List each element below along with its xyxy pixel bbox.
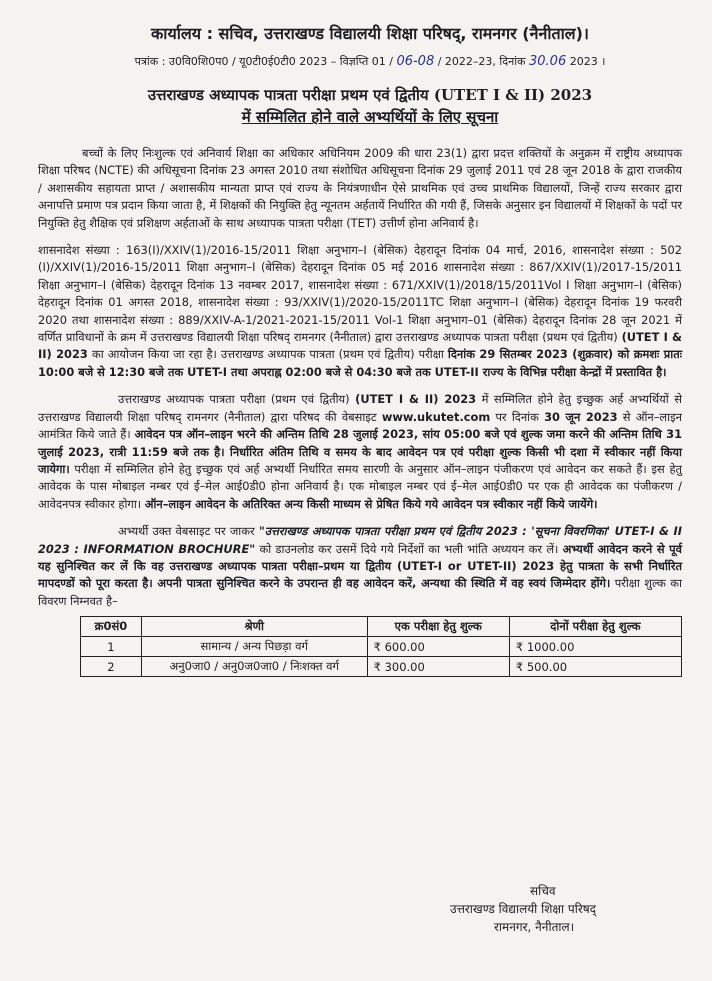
p3-text-g: से ऑन–लाइन आमंत्रित किये जाते हैं। — [38, 409, 682, 442]
row-both-fee: ₹ 1000.00 — [509, 637, 681, 657]
date-suffix: 2023 । — [569, 55, 606, 68]
paragraph-1: बच्चों के लिए निःशुल्क एवं अनिवार्य शिक्षा का अधिकार अधिनियम 2009 की धारा 23(1) द्वारा प्रदत्त शक्तियों के अनुक्रम में राष्ट्रीय अध्यापक शिक्षा परिषद (NCTE) की अधिसूचना दिनांक 23 अगस्त 2010 तथा संशोधित अधिसूचना दिनांक 29 जुलाई 2011 एवं 28 जून 2018 के द्वारा राजकीय / अशासकीय सहायता प्राप्त / अशासकीय मान्यता प्राप्त एवं राज्य के नियंत्रणाधीन ऐसे प्राथमिक एवं उच्च प्राथमिक विद्यालयों, जिन्हें राज्य सरकार द्वारा अनापत्ति प्रमाण पत्र प्रदान किया जाता है, में शिक्षकों की नियुक्ति हेतु न्यूनतम अर्हतायें निर्धारित की गयी हैं, जिसके अनुसार इन विद्यालयों में शिक्षकों के पदों पर नियुक्ति हेतु शैक्षिक एवं प्रशिक्षण अर्हताओं के साथ अध्यापक पात्रता परीक्षा (TET) उत्तीर्ण होना अनिवार्य है। — [38, 146, 682, 230]
p4-text-c: को डाउनलोड कर उसमें दिये गये निर्देशों का भली भांति अध्ययन कर लें। — [255, 541, 563, 556]
notice-subtitle-text: में सम्मिलित होने वाले अभ्यर्थियों के लिए सूचना — [241, 108, 499, 126]
p4-eligibility: अभ्यर्थी आवेदन करने से पूर्व यह सुनिश्चित कर लें कि वह उत्तराखण्ड अध्यापक पात्रता परीक्षा–प्रथम या द्वितीय (UTET-I or UTET-II) 2023 हेतु पात्रता के सभी निर्धारित मापदण्डों को पूरा करता है। अपनी पात्रता सुनिश्चित करने के उपरान्त ही वह आवेदन करें, अन्यथा की स्थिति में वह स्वयं जिम्मेदार होंगे। — [38, 541, 682, 591]
row-single-fee: ₹ 300.00 — [367, 657, 509, 677]
p2-text-c: का आयोजन किया जा रहा है। उत्तराखण्ड अध्यापक पात्रता (प्रथम एवं द्वितीय) परीक्षा — [87, 347, 448, 362]
header-serial: क्र0सं0 — [81, 617, 142, 637]
p3-exam-name: (UTET I & II) 2023 — [355, 392, 477, 407]
row-both-fee: ₹ 500.00 — [509, 657, 681, 677]
ref-prefix: पत्रांक : उ0वि0शि0प0 / यू0टी0ई0टी0 2023 – विज्ञप्ति 01 / — [134, 55, 393, 68]
table-row — [81, 637, 682, 657]
p3-text-c: में सम्मिलित होने हेतु इच्छुक अर्ह अभ्यर्थियों से उत्तराखण्ड विद्यालयी शिक्षा परिषद् रामनगर (नैनीताल) द्वारा परिषद की वेबसाइट — [38, 392, 682, 424]
header-category: श्रेणी — [141, 617, 367, 637]
header-both-fee: दोनों परीक्षा हेतु शुल्क — [509, 617, 681, 637]
fee-table-header — [81, 617, 682, 637]
p4-text-e: परीक्षा शुल्क का विवरण निम्नवत है– — [38, 576, 682, 608]
signatory-location: रामनगर, नैनीताल। — [494, 920, 575, 934]
p2-exam-name: (UTET I & II) 2023 — [38, 330, 682, 362]
header-single-fee: एक परीक्षा हेतु शुल्क — [367, 617, 509, 637]
row-category: अनु0जा0 / अनु0ज0जा0 / निःशक्त वर्ग — [141, 657, 367, 677]
row-category: सामान्य / अन्य पिछड़ा वर्ग — [141, 637, 367, 657]
signatory-title: सचिव — [530, 884, 556, 898]
paragraph-4 — [38, 523, 682, 610]
date-handwritten: 30.06 — [529, 54, 567, 69]
signatory-office: उत्तराखण्ड विद्यालयी शिक्षा परिषद् — [450, 902, 597, 916]
p2-text-a: शासनादेश संख्या : 163(I)/XXIV(1)/2016-15/2011 शिक्षा अनुभाग–I (बेसिक) देहरादून दिनांक 04 मार्च, 2016, शासनादेश संख्या : 502 (I)/XXIV(1)/2016-15/2011 शिक्षा अनुभाग–I (बेसिक) देहरादून दिनांक 05 मई 2016 शासनादेश संख्या : 867/XXIV(1)/2017-15/2011 शिक्षा अनुभाग–I (बेसिक) देहरादून दिनांक 13 नवम्बर 2017, शासनादेश संख्या : 671/XXIV(1)/2018/15/2011Vol I शिक्षा अनुभाग–I (बेसिक) देहरादून दिनांक 01 अगस्त 2018, शासनादेश संख्या : 93/XXIV(1)/2020-15/2011TC शिक्षा अनुभाग–I (बेसिक) देहरादून दिनांक 19 फरवरी 2020 तथा शासनादेश संख्या : 889/XXIV-A-1/2021-2021-15/2011 Vol-1 शिक्षा अनुभाग–01 (बेसिक) देहरादून दिनांक 28 जून 2021 में वर्णित प्राविधानों के क्रम में उत्तराखण्ड विद्यालयी शिक्षा परिषद् रामनगर (नैनीताल) द्वारा उत्तराखण्ड अध्यापक पात्रता परीक्षा (प्रथम एवं द्वितीय) — [38, 243, 682, 345]
website-link[interactable]: www.ukutet.com — [381, 409, 491, 424]
ref-handwritten: 06-08 — [396, 54, 435, 69]
table-row — [81, 657, 682, 677]
p4-brochure-name: "उत्तराखण्ड अध्यापक पात्रता परीक्षा प्रथम एवं द्वितीय 2023 : 'सूचना विवरणिका' UTET-I & II 2023 : INFORMATION BROCHURE" — [38, 524, 682, 556]
p3-online-only: ऑन–लाइन आवेदन के अतिरिक्त अन्य किसी माध्यम से प्रेषित किये गये आवेदन पत्र स्वीकार नहीं किये जायेंगे। — [144, 496, 598, 511]
p2-exam-schedule: दिनांक 29 सितम्बर 2023 (शुक्रवार) को क्रमशः प्रातः 10:00 बजे से 12:30 बजे तक UTET-I तथा अपराह्न 02:00 बजे से 04:30 बजे तक UTET-II राज्य के विभिन्न परीक्षा केन्द्रों में प्रस्तावित है। — [38, 347, 683, 379]
fee-table — [80, 616, 682, 677]
office-heading: कार्यालय : सचिव, उत्तराखण्ड विद्यालयी शिक्षा परिषद्, रामनगर (नैनीताल)। — [151, 24, 589, 43]
row-single-fee: ₹ 600.00 — [367, 637, 509, 657]
p3-text-e: पर दिनांक — [490, 409, 545, 424]
notice-subtitle — [58, 107, 682, 127]
signature-block — [450, 882, 596, 936]
paragraph-3 — [38, 391, 682, 513]
paragraph-2 — [38, 242, 682, 381]
row-serial: 2 — [81, 657, 142, 677]
p4-text-a: अभ्यर्थी उक्त वेबसाइट पर जाकर — [118, 524, 259, 539]
p3-text-a: उत्तराखण्ड अध्यापक पात्रता परीक्षा (प्रथम एवं द्वितीय) — [118, 392, 356, 407]
p3-deadlines: आवेदन पत्र ऑन–लाइन भरने की अन्तिम तिथि 28 जुलाई 2023, सांय 05:00 बजे एवं शुल्क जमा करने की अन्तिम तिथि 31 जुलाई 2023, रात्री 11:59 बजे तक है। निर्धारित अंतिम तिथि व समय के बाद आवेदन पत्र एवं परीक्षा शुल्क किसी भी दशा में स्वीकार नहीं किया जायेगा। — [38, 427, 682, 476]
notice-title: उत्तराखण्ड अध्यापक पात्रता परीक्षा प्रथम एवं द्वितीय (UTET I & II) 2023 — [147, 86, 593, 104]
ref-suffix: / 2022–23, दिनांक — [437, 55, 526, 68]
row-serial: 1 — [81, 637, 142, 657]
reference-line — [58, 54, 682, 69]
p3-text-i: परीक्षा में सम्मिलित होने हेतु इच्छुक एवं अर्ह अभ्यर्थी निर्धारित समय सारणी के अनुसार ऑन–लाइन पंजीकरण एवं आवेदन कर सकते हैं। इस हेतु आवेदक के पास मोबाइल नम्बर एवं ई–मेल आई0डी0 होना अनिवार्य है। एक मोबाइल नम्बर एवं ई–मेल आई0डी0 पर एक ही आवेदक का पंजीकरण / आवेदनपत्र स्वीकार होगा। — [38, 461, 682, 511]
p3-start-date: 30 जून 2023 — [544, 409, 618, 424]
